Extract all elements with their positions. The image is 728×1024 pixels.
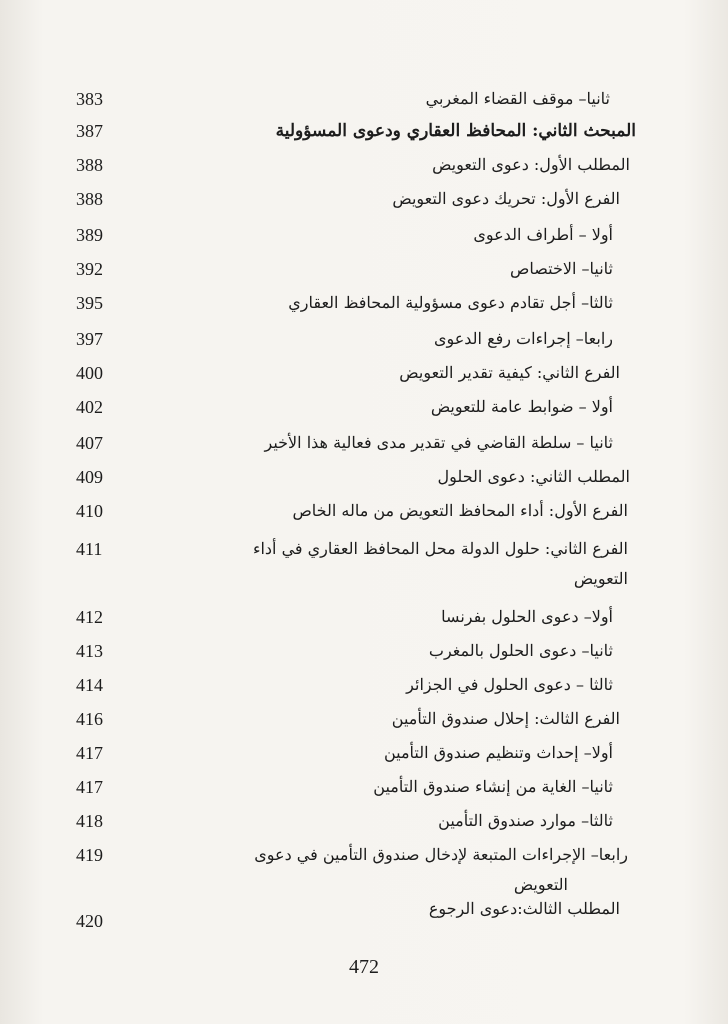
toc-page-number: 411 [76, 539, 103, 559]
toc-entry-section-heading [0, 118, 728, 148]
toc-page-number: 383 [76, 89, 103, 109]
toc-entry [0, 808, 728, 838]
toc-entry-text: الفرع الأول: أداء المحافظ التعويض من ماله الخاص [292, 501, 628, 520]
toc-page-number: 388 [76, 155, 103, 175]
toc-page-number: 412 [76, 607, 103, 627]
toc-page-number: 416 [76, 709, 103, 729]
toc-entry-text: التعويض [513, 875, 568, 894]
toc-entry-text: رابعا– إجراءات رفع الدعوى [433, 329, 613, 348]
toc-entry [0, 842, 728, 872]
toc-entry-text: ثانيا– موقف القضاء المغربي [425, 89, 610, 108]
toc-entry-text: الفرع الثالث: إحلال صندوق التأمين [391, 709, 620, 728]
toc-entry [0, 86, 728, 116]
toc-entry [0, 464, 728, 494]
toc-entry-text: رابعا– الإجراءات المتبعة لإدخال صندوق التأمين في دعوى [254, 845, 628, 864]
toc-page-number: 397 [76, 329, 103, 349]
toc-entry [0, 536, 728, 566]
toc-entry [0, 152, 728, 182]
toc-page-number: 400 [76, 363, 103, 383]
toc-entry-text: أولا – ضوابط عامة للتعويض [430, 397, 613, 416]
toc-page-number: 410 [76, 501, 103, 521]
toc-entry-text: ثالثا – دعوى الحلول في الجزائر [406, 675, 613, 694]
toc-entry-last [0, 899, 728, 932]
toc-entry [0, 498, 728, 528]
toc-page-number: 388 [76, 189, 103, 209]
toc-entry-text: التعويض [573, 569, 628, 588]
toc-entry-text: أولا– إحداث وتنظيم صندوق التأمين [383, 743, 613, 762]
toc-entry-text: المطلب الأول: دعوى التعويض [432, 155, 630, 174]
toc-entry-text: أولا – أطراف الدعوى [473, 225, 613, 244]
toc-entry [0, 290, 728, 320]
toc-entry-text: ثالثا– أجل تقادم دعوى مسؤولية المحافظ العقاري [288, 293, 613, 312]
toc-entry [0, 326, 728, 356]
toc-entry [0, 186, 728, 216]
toc-entry [0, 360, 728, 390]
toc-page-number: 420 [76, 911, 103, 931]
toc-page-number: 392 [76, 259, 103, 279]
toc-page-number: 418 [76, 811, 103, 831]
toc-entry-continuation [0, 566, 728, 596]
toc-entry-text: الفرع الأول: تحريك دعوى التعويض [392, 189, 620, 208]
toc-entry [0, 740, 728, 770]
toc-page-number: 389 [76, 225, 103, 245]
toc-page-number: 414 [76, 675, 103, 695]
toc-entry-text: أولا– دعوى الحلول بفرنسا [441, 607, 613, 626]
toc-entry [0, 394, 728, 424]
toc-entry [0, 256, 728, 286]
toc-entry-text: ثالثا– موارد صندوق التأمين [438, 811, 613, 830]
toc-page-number: 409 [76, 467, 103, 487]
toc-page-number: 417 [76, 743, 103, 763]
toc-page-number: 417 [76, 777, 103, 797]
toc-entry-text: الفرع الثاني: حلول الدولة محل المحافظ العقاري في أداء [252, 539, 628, 558]
toc-entry-text: الفرع الثاني: كيفية تقدير التعويض [399, 363, 620, 382]
toc-page-number: 419 [76, 845, 103, 865]
toc-entry-text: ثانيا– الاختصاص [510, 259, 613, 278]
toc-entry [0, 706, 728, 736]
toc-entry [0, 222, 728, 252]
toc-entry-text: ثانيا – سلطة القاضي في تقدير مدى فعالية هذا الأخير [264, 433, 613, 452]
toc-entry [0, 604, 728, 634]
toc-entry [0, 638, 728, 668]
toc-page-number: 387 [76, 121, 103, 141]
toc-page-number: 395 [76, 293, 103, 313]
page-number: 472 [349, 956, 379, 978]
toc-entry-text: المطلب الثالث:دعوى الرجوع [428, 899, 620, 918]
toc-page-number: 407 [76, 433, 103, 453]
toc-entry-text: ثانيا– دعوى الحلول بالمغرب [428, 641, 613, 660]
toc-entry-text: ثانيا– الغاية من إنشاء صندوق التأمين [373, 777, 613, 796]
toc-entry [0, 774, 728, 804]
toc-page-number: 402 [76, 397, 103, 417]
toc-entry [0, 672, 728, 702]
toc-entry-text: المبحث الثاني: المحافظ العقاري ودعوى المسؤولية [275, 121, 636, 141]
toc-entry-text: المطلب الثاني: دعوى الحلول [437, 467, 630, 486]
toc-entry [0, 430, 728, 460]
toc-page-number: 413 [76, 641, 103, 661]
